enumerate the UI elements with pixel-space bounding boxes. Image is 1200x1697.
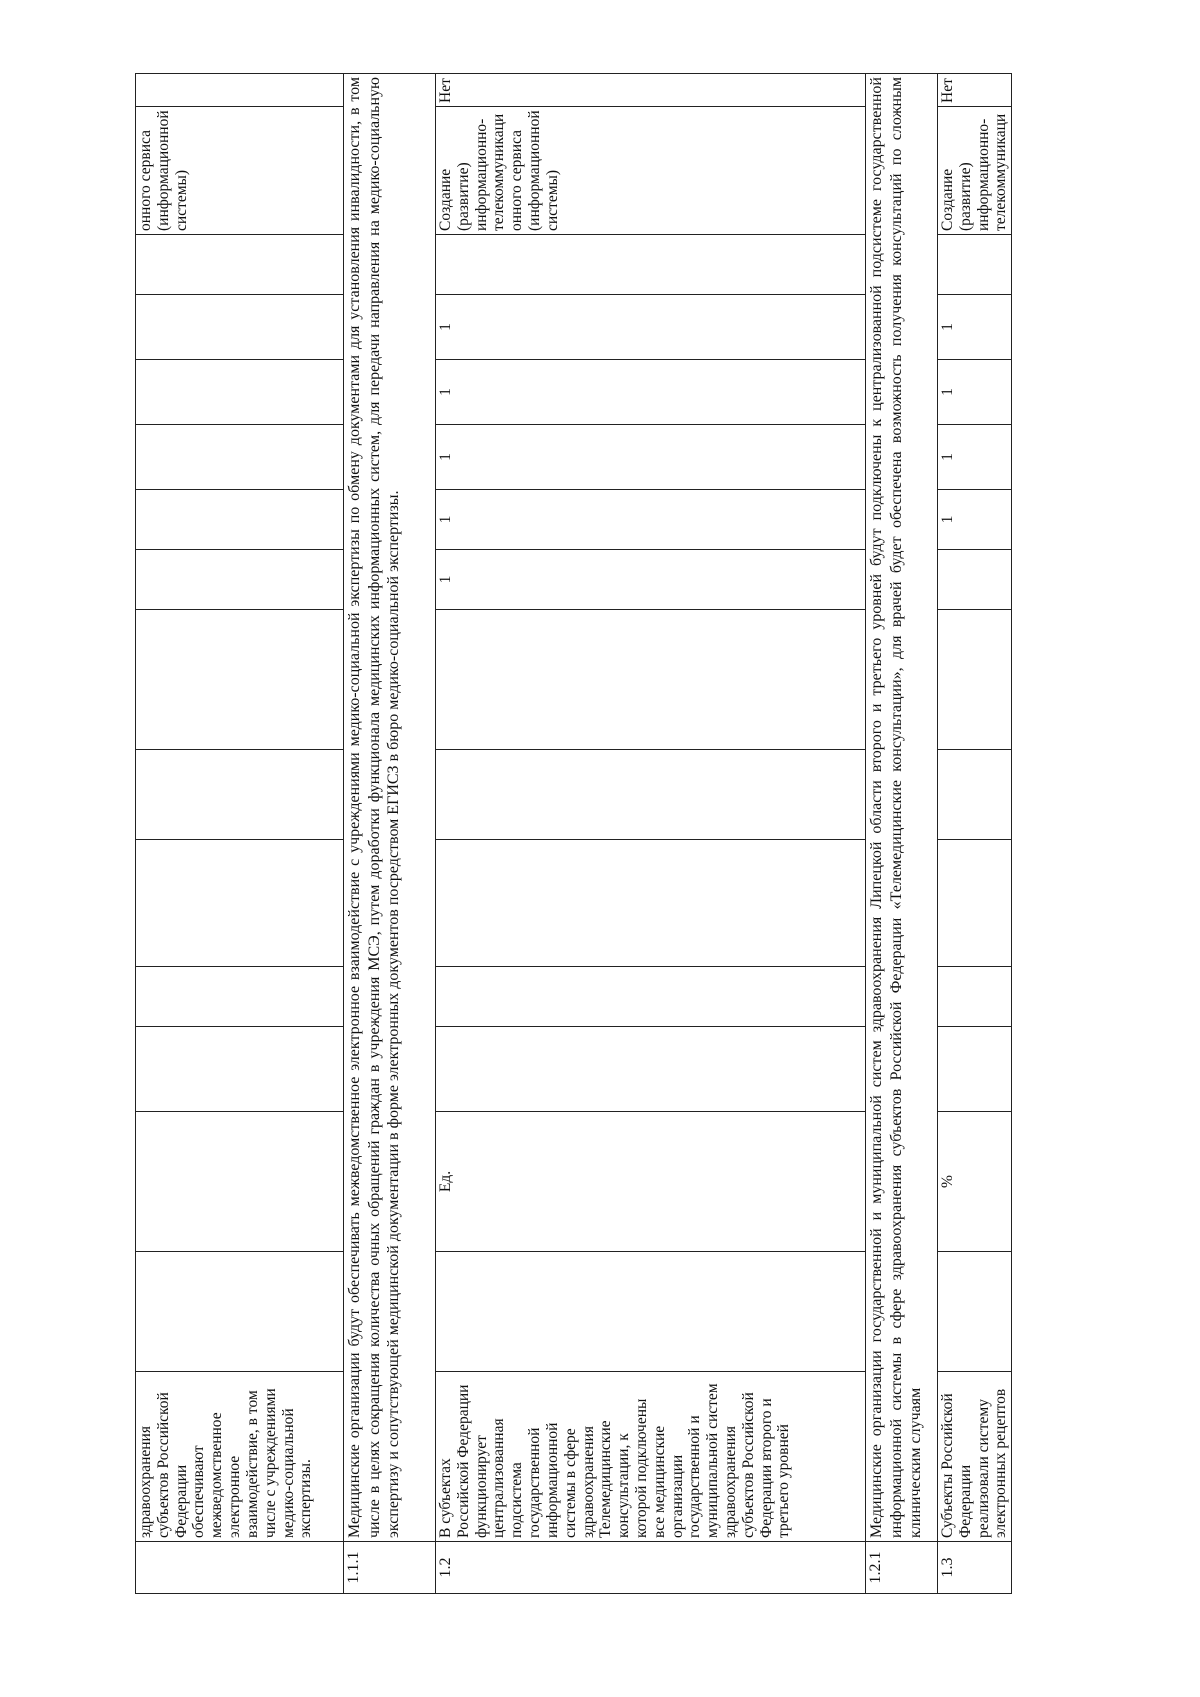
row-1-3-indicator: Субъекты Российской Федерации реализовали систему электронных рецептов xyxy=(938,1372,1012,1542)
row-1-2-number: 1.2 xyxy=(436,1542,866,1594)
table-row xyxy=(938,74,1012,1594)
row-1-2-value-2020: 1 xyxy=(436,550,866,610)
row-1-2-value-2023: 1 xyxy=(436,360,866,425)
row-1-2-value-2024: 1 xyxy=(436,295,866,360)
table-row xyxy=(866,74,938,1594)
table-row xyxy=(136,74,344,1594)
row-cont-indicator: здравоохранения субъектов Российской Федерации обеспечивают межведомственное электронное взаимодействие, в том числе с учреждениями медико-социальной экспертизы. xyxy=(136,1372,344,1542)
row-1-3-value-2024: 1 xyxy=(938,295,1012,360)
row-1-3-value-2022: 1 xyxy=(938,425,1012,490)
row-1-2-value-2021: 1 xyxy=(436,490,866,550)
row-1-3-result: Создание (развитие) информационно- телекоммуникаци xyxy=(938,107,1012,235)
row-cont-number xyxy=(136,1542,344,1594)
row-1-2-unit: Ед. xyxy=(436,1112,866,1252)
row-1-2-result: Создание (развитие) информационно- телекоммуникаци онного сервиса (информационной системы) xyxy=(436,107,866,235)
table-row xyxy=(344,74,436,1594)
row-1-2-indicator: В субъектах Российской Федерации функционирует централизованная подсистема государственной информационной системы в сфере здравоохранения Телемедицинские консультации, к которой подключены все медицинские организации государственной и муниципальной систем здравоохранения субъектов Российской Федерации второго и третьего уровней xyxy=(436,1372,866,1542)
row-1-3-unit: % xyxy=(938,1112,1012,1252)
row-1-2-flag: Нет xyxy=(436,74,866,107)
row-1-2-value-2022: 1 xyxy=(436,425,866,490)
row-cont-result: онного сервиса (информационной системы) xyxy=(136,107,344,235)
row-1-3-value-2023: 1 xyxy=(938,360,1012,425)
row-1-3-value-2021: 1 xyxy=(938,490,1012,550)
measures-table xyxy=(135,73,1012,1594)
rotated-table-container xyxy=(135,77,1010,1594)
row-1-1-1-text: Медицинские организации будут обеспечивать межведомственное электронное взаимодействие с учреждениями медико-социальной экспертизы по обмену документами для установления инвалидности, в том числе в целях сокращения количества очных обращений граждан в учреждения МСЭ, путем доработки функционала медицинских информационных систем, для передачи направления на медико-социальную экспертизу и сопутствующей медицинской документации в форме электронных документов посредством ЕГИСЗ в бюро медико-социальной экспертизы. xyxy=(344,74,436,1542)
row-1-2-1-text: Медицинские организации государственной и муниципальной систем здравоохранения Липецкой области второго и третьего уровней будут подключены к централизованной подсистеме государственной информационной системы в сфере здравоохранения субъектов Российской Федерации «Телемедицинские консультации», для врачей будет обеспечена возможность получения консультаций по сложным клиническим случаям xyxy=(866,74,938,1542)
row-1-2-1-number: 1.2.1 xyxy=(866,1542,938,1594)
row-1-3-number: 1.3 xyxy=(938,1542,1012,1594)
row-1-3-flag: Нет xyxy=(938,74,1012,107)
table-row xyxy=(436,74,866,1594)
row-1-1-1-number: 1.1.1 xyxy=(344,1542,436,1594)
